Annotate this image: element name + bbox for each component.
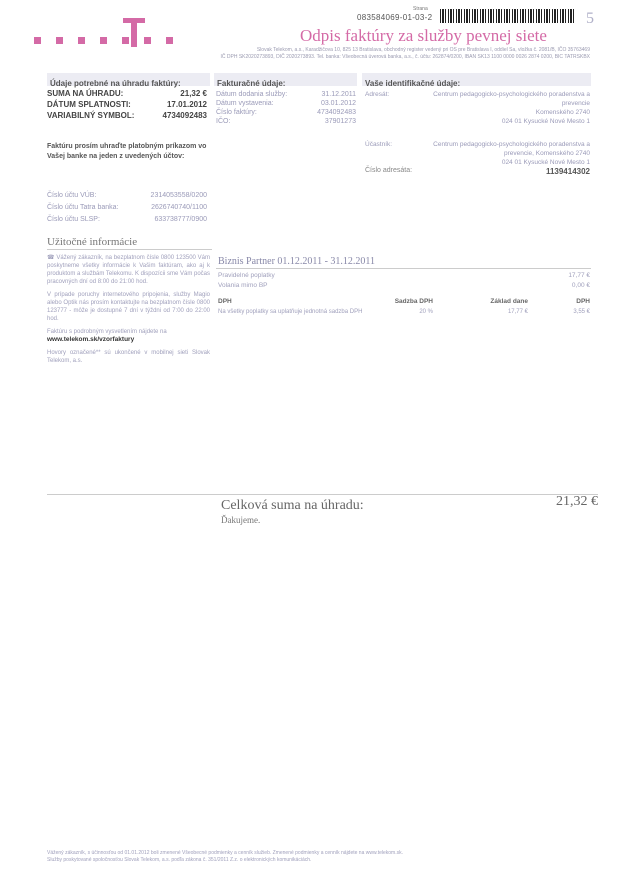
account-row [47,202,207,214]
vat-cell: 20 % [419,309,433,315]
addressee-row [365,117,590,126]
spacer [365,126,590,140]
bank-accounts [47,190,207,226]
invoice-details [216,90,356,126]
vat-header: DPH [576,298,590,305]
invoice-row-label: Dátum dodania služby: [216,91,288,98]
invoice-guide-link[interactable]: www.telekom.sk/vzorfaktury [47,336,135,343]
addressee-line: 024 01 Kysucké Nové Mesto 1 [501,118,590,125]
payment-summary [47,88,207,121]
payer-line: prevencie, Komenského 2740 [503,150,590,157]
invoice-heading: Fakturačné údaje: [217,79,286,88]
useful-paragraph [47,254,210,286]
account-number: 2314053558/0200 [150,192,207,199]
divider [47,494,598,495]
telekom-t-logo [122,14,146,48]
account-label: Číslo účtu SLSP: [47,216,100,223]
invoice-row [216,99,356,108]
account-row [47,190,207,202]
document-label: Strana [413,6,428,12]
invoice-row-label: Číslo faktúry: [216,109,257,116]
vat-header: Sadzba DPH [394,298,433,305]
invoice-row-value: 31.12.2011 [321,91,356,98]
addressee-label: Adresát: [365,91,390,98]
invoice-row [216,90,356,99]
charge-row [218,281,590,291]
payer-line: 024 01 Kysucké Nové Mesto 1 [501,159,590,166]
payment-row-label: DÁTUM SPLATNOSTI: [47,100,131,109]
payer-row [365,140,590,149]
invoice-row-value: 4734092483 [317,109,356,116]
document-title: Odpis faktúry za služby pevnej siete [300,26,547,45]
useful-text: Vážený zákazník, na bezplatnom čísle 0800 123500 Vám poskytneme všetky informácie k Vašim faktúram, ako aj k produktom a službám Telekomu. K dispozícii sme Vám počas pracovných dní od 8:00 do 21:00 hod. [47,255,211,285]
vat-table-header [218,298,590,305]
charge-value: 0,00 € [571,282,590,289]
footer-line: Vážený zákazník, s účinnosťou od 01.01.2012 boli zmenené Všeobecné podmienky a cenník služieb. Zmenené podmienky a cenník nájdete na www.telekom.sk. [47,850,403,856]
payment-row [47,110,207,121]
barcode [440,9,575,23]
vat-header: DPH [218,298,232,305]
vat-table-row [218,309,590,315]
footer-notice [47,850,592,864]
vat-cell: Na všetky poplatky sa uplatňuje jednotná sadzba DPH [218,309,363,315]
payment-row [47,88,207,99]
footer-line: Služby poskytované spoločnosťou Slovak Telekom, a.s. podľa zákona č. 351/2011 Z.z. o elektronických komunikáciách. [47,857,312,863]
payment-heading: Údaje potrebné na úhradu faktúry: [50,79,181,88]
payment-row [47,99,207,110]
spacer [365,108,423,117]
identification-details [365,90,590,167]
useful-text: Faktúru s podrobným vysvetlením nájdete na [47,329,167,335]
identification-heading: Vaše identifikačné údaje: [365,79,461,88]
vat-cell: 3,55 € [573,309,590,315]
useful-info-title: Užitočné informácie [47,236,138,248]
issuer-line: Slovak Telekom, a.s., Karadžičova 10, 825 13 Bratislava, obchodný register vedený pri OS pre Bratislava I, oddiel Sa, vložka č. 2081/B, IČO 35763469 [256,47,590,53]
issuer-info [185,47,590,61]
document-number: 083584069-01-03-2 [357,13,433,22]
invoice-row-value: 37901273 [324,118,356,125]
charge-row [218,271,590,281]
useful-paragraph: V prípade poruchy internetového pripojenia, služby Magio alebo Optik nás prosím kontaktujte na bezplatnom čísle 0800 123777 - môže je dostupné 7 dní v týždni od 7:00 do 22:00 hod. [47,292,210,322]
invoice-heading-bar [214,73,357,86]
addressee-row [365,108,590,117]
account-row [47,214,207,226]
vat-cell: 17,77 € [507,309,528,315]
spacer [365,158,423,167]
invoice-row-label: IČO: [216,118,231,125]
phone-icon: ☎ [47,255,57,261]
charge-label: Volania mimo BP [218,282,268,289]
account-label: Číslo účtu Tatra banka: [47,204,119,211]
total-label: Celková suma na úhradu: [221,498,364,513]
account-label: Číslo účtu VÚB: [47,192,97,199]
charge-value: 17,77 € [568,272,590,279]
business-charges [218,271,590,291]
payment-row-label: SUMA NA ÚHRADU: [47,89,124,98]
business-partner-title: Biznis Partner 01.12.2011 - 31.12.2011 [218,256,376,267]
issuer-line: IČ DPH SK2020273893, DIČ 2020273893. Tel. banka: Všeobecná úverová banka, a.s., č. účtu: 262874/0200, IBAN SK13 1100 0000 0026 2874 0200, BIC TATRSKBX [220,53,590,60]
payment-row-value: 17.01.2012 [166,100,207,109]
addressee-line: Komenského 2740 [535,109,590,116]
charge-label: Pravidelné poplatky [218,272,275,279]
account-number: 633738777/0900 [154,216,207,223]
identification-heading-bar [362,73,591,86]
payer-label: Účastník: [365,141,393,148]
invoice-row [216,108,356,117]
thanks-text: Ďakujeme. [221,515,261,525]
invoice-row [216,117,356,126]
page-number: 5 [586,10,594,27]
payment-note: Faktúru prosím uhraďte platobným príkazom vo Vašej banke na jeden z uvedených účtov: [47,143,207,160]
invoice-row-value: 03.01.2012 [320,100,356,107]
payer-row [365,149,590,158]
payment-row-value: 21,32 € [180,89,207,98]
spacer [365,117,423,126]
client-number: 1139414302 [545,167,590,176]
addressee-line: Centrum pedagogicko-psychologického poradenstva a prevencie [433,91,590,107]
payer-line: Centrum pedagogicko-psychologického poradenstva a [433,141,590,148]
useful-info [47,254,210,370]
payment-row-label: VARIABILNÝ SYMBOL: [47,111,135,120]
client-number-row [365,167,590,176]
total-amount: 21,32 € [556,494,598,509]
vat-header: Základ dane [490,298,528,305]
divider [216,268,591,269]
payment-heading-bar [47,73,210,86]
spacer [365,149,423,158]
invoice-row-label: Dátum vystavenia: [216,100,274,107]
useful-paragraph [47,328,210,336]
useful-closing: Hovory označené** sú ukončené v mobilnej sieti Slovak Telekom, a.s. [47,350,210,364]
account-number: 2626740740/1100 [151,204,207,211]
divider [47,249,212,250]
payment-row-value: 4734092483 [162,111,207,120]
client-number-label: Číslo adresáta: [365,167,413,174]
telekom-logo-dots [34,32,194,44]
payer-row [365,158,590,167]
addressee-row [365,90,590,108]
